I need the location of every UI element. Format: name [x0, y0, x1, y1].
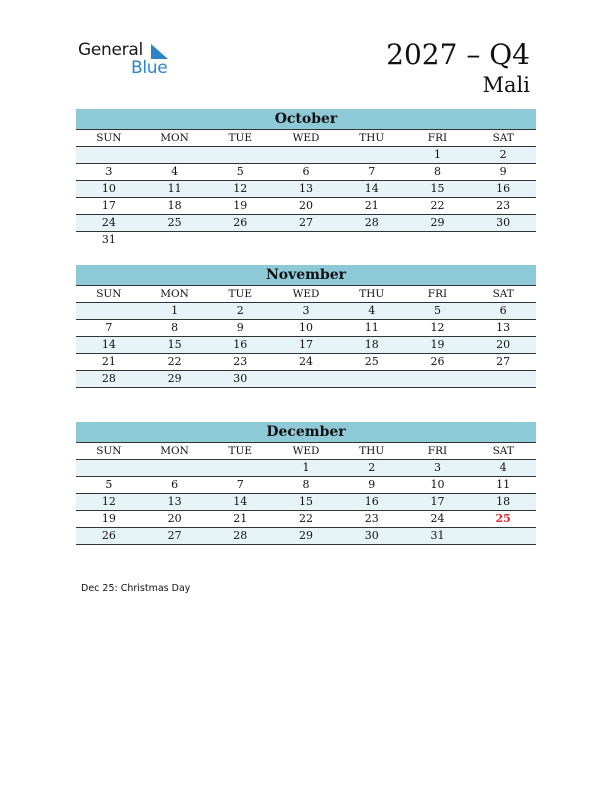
day-cell: 15	[430, 182, 445, 195]
weekday-label: MON	[160, 445, 189, 457]
day-cell: 29	[430, 216, 445, 229]
holiday-note: Dec 25: Christmas Day	[81, 583, 191, 594]
day-cell: 9	[236, 321, 244, 334]
day-cell: 8	[171, 321, 179, 334]
day-cell: 20	[167, 512, 182, 525]
week-row	[76, 371, 536, 388]
day-cell: 7	[368, 165, 376, 178]
day-cell: 16	[496, 182, 511, 195]
day-cell	[470, 232, 536, 249]
day-cell: 17	[430, 495, 445, 508]
day-cell: 10	[101, 182, 116, 195]
day-cell: 7	[236, 478, 244, 491]
week-row	[76, 215, 536, 232]
day-cell: 21	[364, 199, 379, 212]
day-cell: 29	[167, 372, 182, 385]
day-cell: 9	[499, 165, 507, 178]
day-cell: 4	[171, 165, 179, 178]
day-cell: 11	[364, 321, 379, 334]
day-cell: 15	[299, 495, 314, 508]
day-cell: 12	[233, 182, 248, 195]
day-cell: 30	[364, 529, 379, 542]
day-cell: 6	[302, 165, 310, 178]
day-cell: 5	[105, 478, 113, 491]
day-cell: 8	[302, 478, 310, 491]
month-november	[76, 265, 536, 388]
day-cell: 5	[236, 165, 244, 178]
day-cell	[207, 460, 273, 476]
weekday-label: FRI	[427, 132, 448, 144]
day-cell: 10	[430, 478, 445, 491]
day-cell: 3	[433, 461, 441, 474]
week-row	[76, 477, 536, 494]
day-cell: 1	[171, 304, 179, 317]
day-cell: 12	[430, 321, 445, 334]
day-cell: 17	[299, 338, 314, 351]
day-cell: 24	[430, 512, 445, 525]
week-row	[76, 337, 536, 354]
day-cell: 31	[101, 233, 116, 246]
day-cell: 1	[433, 148, 441, 161]
day-cell: 2	[368, 461, 376, 474]
day-cell: 27	[496, 355, 511, 368]
day-cell	[76, 147, 142, 163]
day-cell: 14	[101, 338, 116, 351]
month-title: October	[76, 109, 536, 130]
day-cell: 27	[299, 216, 314, 229]
weekday-header-row	[76, 130, 536, 147]
week-row	[76, 164, 536, 181]
day-cell: 24	[299, 355, 314, 368]
weekday-label: THU	[359, 288, 385, 300]
day-cell: 6	[499, 304, 507, 317]
month-title: December	[76, 422, 536, 443]
day-cell: 1	[302, 461, 310, 474]
day-cell	[273, 371, 339, 387]
day-cell: 11	[496, 478, 511, 491]
logo-text-blue: Blue	[131, 58, 168, 78]
day-cell: 23	[496, 199, 511, 212]
day-cell: 13	[496, 321, 511, 334]
day-cell	[207, 232, 273, 249]
day-cell: 16	[233, 338, 248, 351]
day-cell: 25	[364, 355, 379, 368]
day-cell	[142, 147, 208, 163]
week-row	[76, 354, 536, 371]
weekday-label: TUE	[228, 445, 253, 457]
brand-logo	[78, 40, 178, 80]
day-cell: 15	[167, 338, 182, 351]
day-cell: 25	[167, 216, 182, 229]
week-row	[76, 198, 536, 215]
day-cell: 28	[233, 529, 248, 542]
weekday-header-row	[76, 443, 536, 460]
day-cell: 21	[101, 355, 116, 368]
day-cell: 13	[167, 495, 182, 508]
day-cell: 26	[233, 216, 248, 229]
day-cell: 5	[433, 304, 441, 317]
day-cell: 22	[299, 512, 314, 525]
holiday-day-cell: 25	[495, 512, 511, 525]
day-cell: 13	[299, 182, 314, 195]
weekday-label: WED	[292, 288, 320, 300]
day-cell	[273, 147, 339, 163]
day-cell: 24	[101, 216, 116, 229]
day-cell	[339, 371, 405, 387]
weekday-label: FRI	[427, 445, 448, 457]
week-row	[76, 181, 536, 198]
day-cell: 23	[233, 355, 248, 368]
day-cell: 26	[101, 529, 116, 542]
week-row	[76, 528, 536, 545]
weekday-header-row	[76, 286, 536, 303]
weekday-label: MON	[160, 288, 189, 300]
day-cell: 3	[105, 165, 113, 178]
day-cell: 21	[233, 512, 248, 525]
week-row	[76, 511, 536, 528]
day-cell: 3	[302, 304, 310, 317]
day-cell	[339, 147, 405, 163]
day-cell	[142, 460, 208, 476]
logo-text-general: General	[78, 40, 143, 60]
day-cell: 31	[430, 529, 445, 542]
day-cell: 19	[430, 338, 445, 351]
day-cell: 6	[171, 478, 179, 491]
weekday-label: SAT	[492, 445, 514, 457]
month-december	[76, 422, 536, 545]
day-cell	[339, 232, 405, 249]
day-cell: 30	[233, 372, 248, 385]
day-cell: 17	[101, 199, 116, 212]
day-cell: 22	[167, 355, 182, 368]
weekday-label: WED	[292, 445, 320, 457]
day-cell	[142, 232, 208, 249]
day-cell: 12	[101, 495, 116, 508]
month-title: November	[76, 265, 536, 286]
day-cell	[405, 232, 471, 249]
day-cell	[76, 460, 142, 476]
day-cell	[273, 232, 339, 249]
day-cell: 4	[499, 461, 507, 474]
weekday-label: TUE	[228, 288, 253, 300]
week-row	[76, 147, 536, 164]
day-cell: 30	[496, 216, 511, 229]
day-cell: 22	[430, 199, 445, 212]
weekday-label: SUN	[96, 132, 122, 144]
day-cell: 20	[496, 338, 511, 351]
week-row	[76, 232, 536, 249]
day-cell: 2	[236, 304, 244, 317]
day-cell	[470, 371, 536, 387]
day-cell: 8	[433, 165, 441, 178]
day-cell: 27	[167, 529, 182, 542]
day-cell: 19	[101, 512, 116, 525]
page-title: 2027 – Q4	[386, 38, 530, 71]
day-cell: 23	[364, 512, 379, 525]
week-row	[76, 494, 536, 511]
day-cell: 20	[299, 199, 314, 212]
day-cell	[405, 371, 471, 387]
day-cell	[76, 303, 142, 319]
day-cell: 11	[167, 182, 182, 195]
month-october	[76, 109, 536, 249]
day-cell: 9	[368, 478, 376, 491]
weekday-label: FRI	[427, 288, 448, 300]
day-cell: 26	[430, 355, 445, 368]
weekday-label: MON	[160, 132, 189, 144]
day-cell: 10	[299, 321, 314, 334]
day-cell: 28	[364, 216, 379, 229]
weekday-label: WED	[292, 132, 320, 144]
day-cell: 18	[364, 338, 379, 351]
day-cell: 28	[101, 372, 116, 385]
day-cell: 14	[233, 495, 248, 508]
week-row	[76, 303, 536, 320]
day-cell	[207, 147, 273, 163]
weekday-label: THU	[359, 445, 385, 457]
week-row	[76, 460, 536, 477]
day-cell: 16	[364, 495, 379, 508]
day-cell	[470, 528, 536, 544]
day-cell: 18	[496, 495, 511, 508]
day-cell: 19	[233, 199, 248, 212]
weekday-label: TUE	[228, 132, 253, 144]
day-cell: 14	[364, 182, 379, 195]
weekday-label: SUN	[96, 288, 122, 300]
weekday-label: SUN	[96, 445, 122, 457]
day-cell: 4	[368, 304, 376, 317]
weekday-label: SAT	[492, 132, 514, 144]
day-cell: 18	[167, 199, 182, 212]
day-cell: 2	[499, 148, 507, 161]
day-cell: 7	[105, 321, 113, 334]
weekday-label: THU	[359, 132, 385, 144]
country-name: Mali	[482, 73, 530, 97]
day-cell: 29	[299, 529, 314, 542]
weekday-label: SAT	[492, 288, 514, 300]
week-row	[76, 320, 536, 337]
